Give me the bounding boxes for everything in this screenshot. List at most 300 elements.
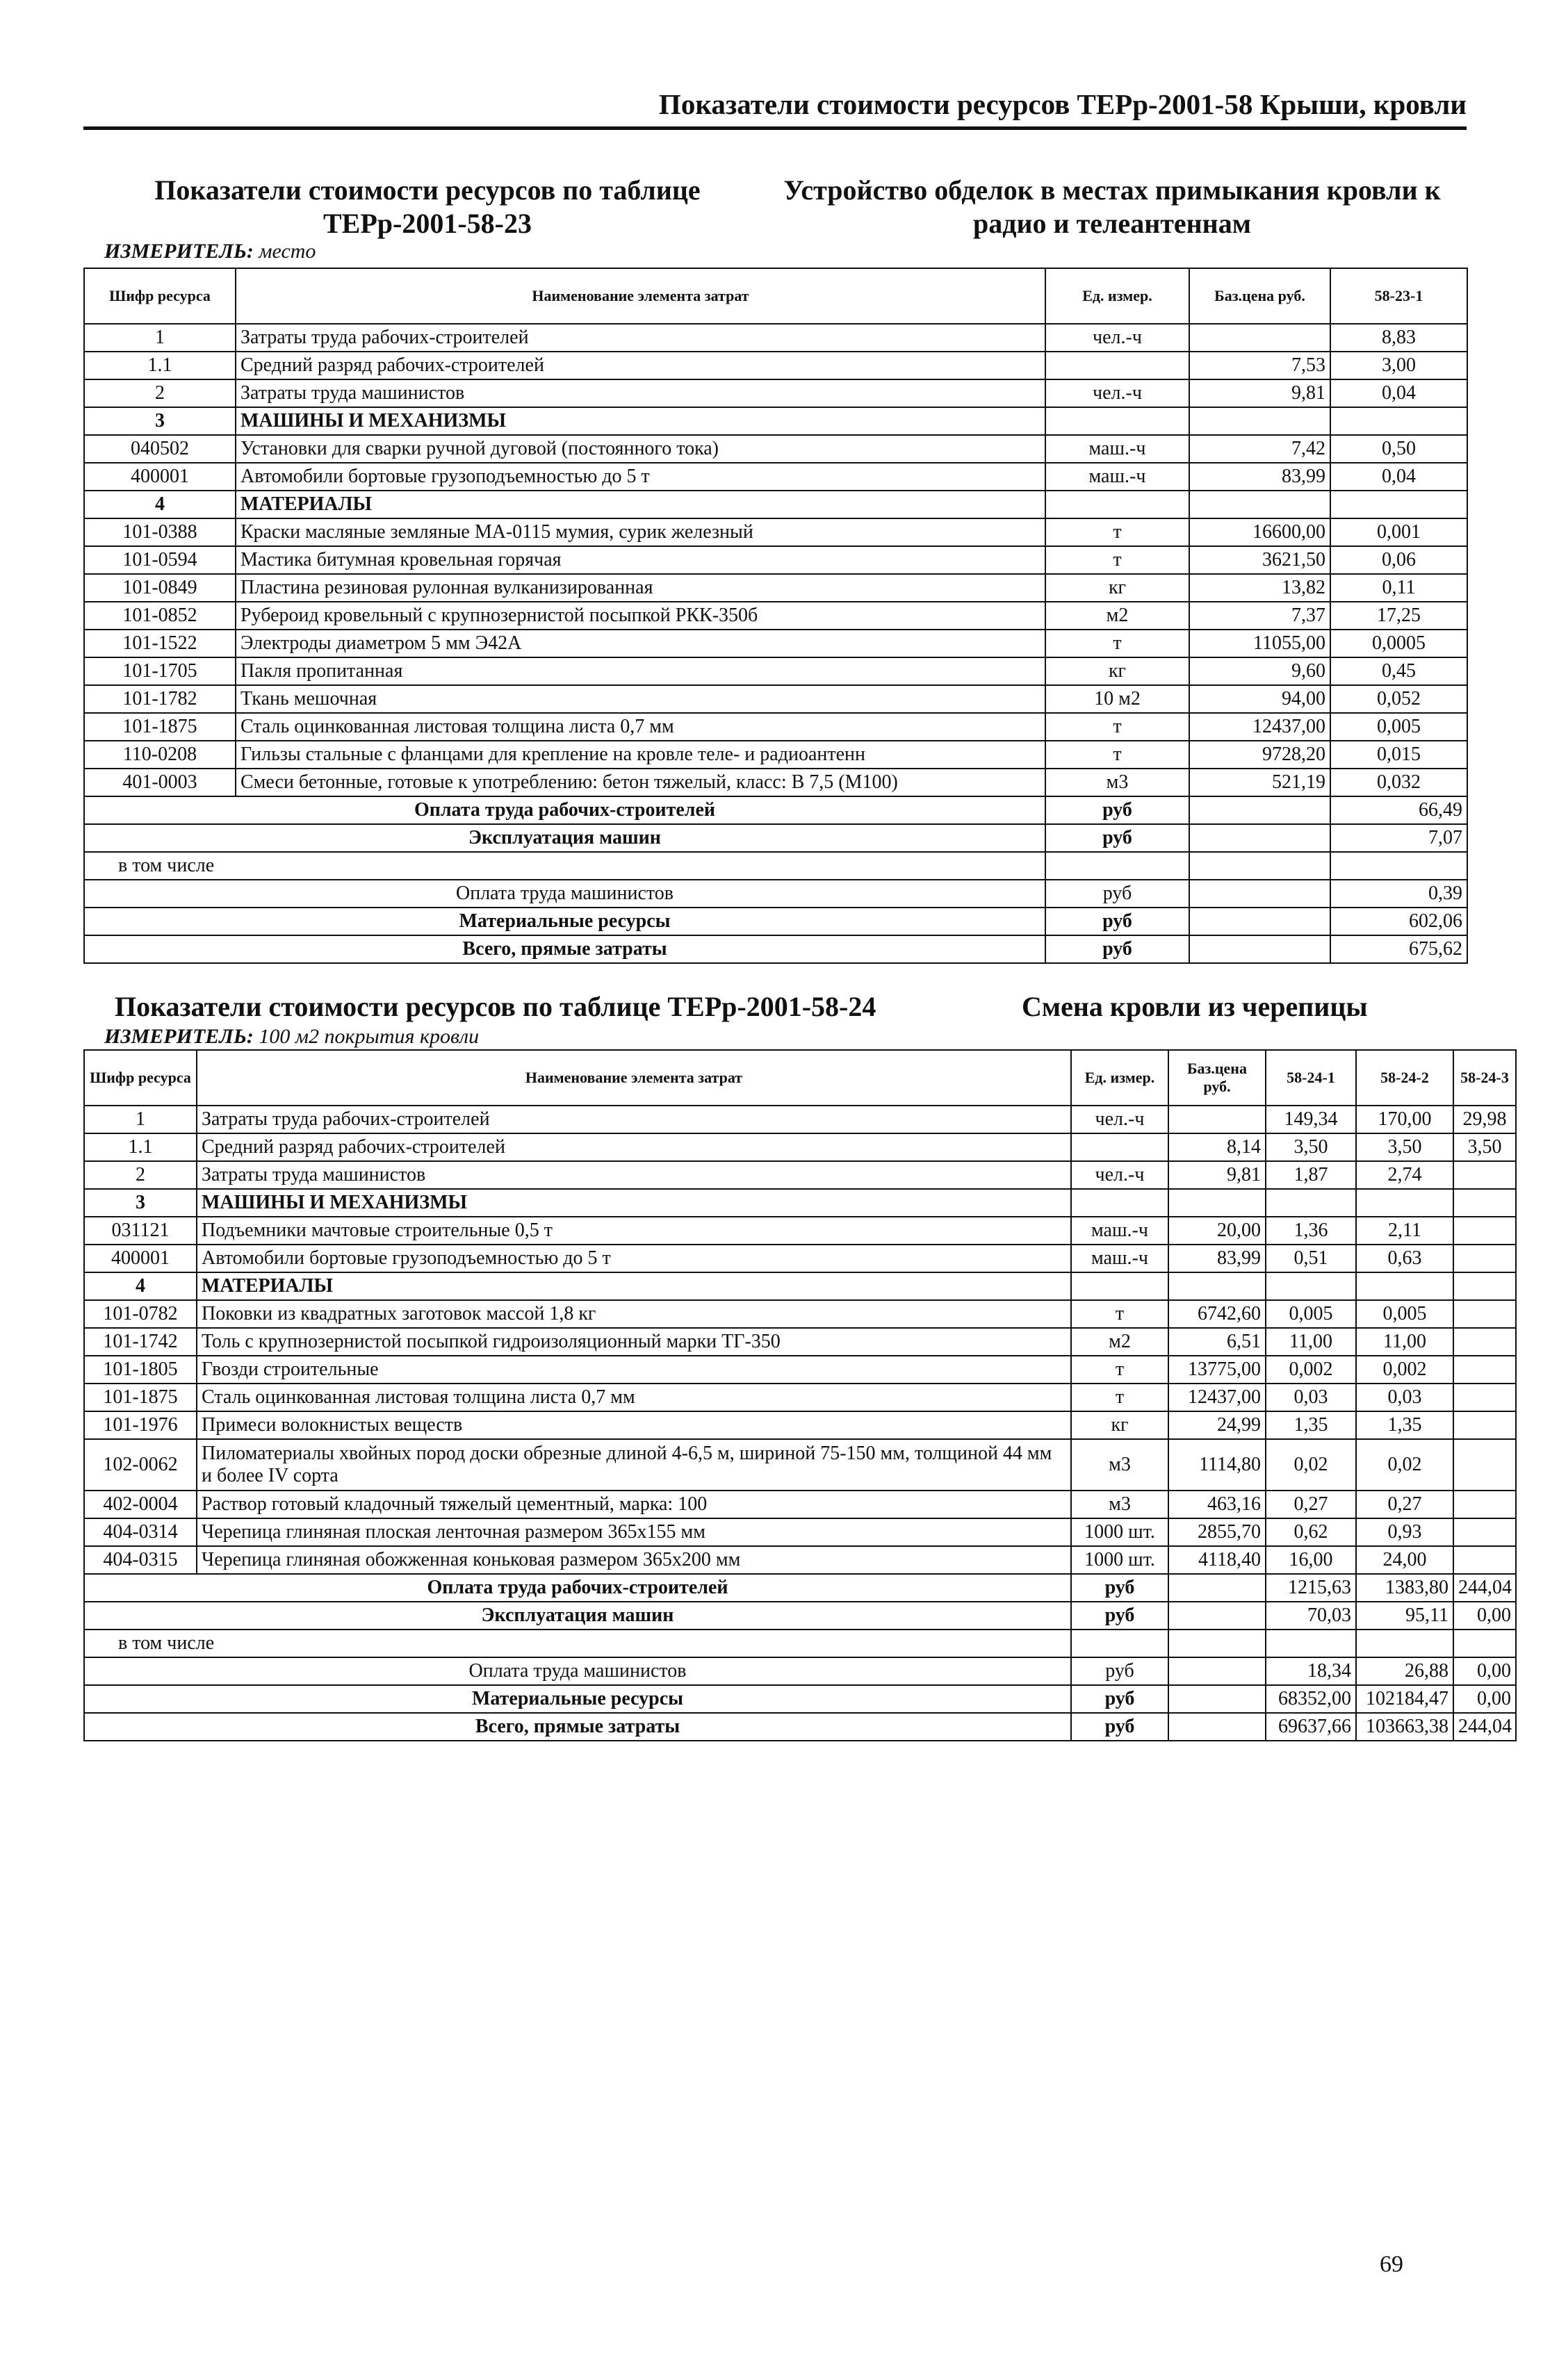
resource-code-cell: 101-1875 [84, 1384, 197, 1411]
base-price-cell: 9728,20 [1189, 741, 1330, 769]
col-header-name: Наименование элемента затрат [197, 1050, 1071, 1106]
table-row [84, 1384, 1516, 1411]
totals-price-cell [1189, 852, 1330, 880]
resource-name-cell: Средний разряд рабочих-строителей [236, 352, 1045, 379]
totals-row [84, 824, 1467, 852]
totals-value-cell: 26,88 [1356, 1657, 1453, 1685]
resource-code-cell: 101-1875 [84, 713, 236, 741]
section1-subtitle-line1: Устройство обделок в местах примыкания кровли к [783, 174, 1441, 206]
unit-cell: м3 [1045, 769, 1189, 796]
unit-cell: чел.-ч [1071, 1106, 1168, 1133]
resource-name-cell: МАШИНЫ И МЕХАНИЗМЫ [236, 407, 1045, 435]
norm-value-cell: 0,002 [1356, 1356, 1453, 1384]
norm-value-cell: 170,00 [1356, 1106, 1453, 1133]
unit-cell: м2 [1045, 602, 1189, 630]
table-row [84, 407, 1467, 435]
base-price-cell: 13775,00 [1168, 1356, 1266, 1384]
totals-unit-cell: руб [1071, 1713, 1168, 1741]
norm-value-cell: 11,00 [1356, 1328, 1453, 1356]
table-row [84, 741, 1467, 769]
resource-code-cell: 101-0594 [84, 546, 236, 574]
norm-value-cell: 0,032 [1330, 769, 1467, 796]
resource-code-cell: 402-0004 [84, 1491, 197, 1518]
totals-value-cell: 244,04 [1453, 1713, 1516, 1741]
table-row [84, 602, 1467, 630]
totals-label-cell: Оплата труда машинистов [84, 1657, 1071, 1685]
norm-value-cell: 0,27 [1266, 1491, 1356, 1518]
resource-code-cell: 1.1 [84, 352, 236, 379]
unit-cell [1045, 491, 1189, 518]
resource-name-cell: Автомобили бортовые грузоподъемностью до 5 т [236, 463, 1045, 491]
totals-value-cell [1266, 1630, 1356, 1657]
unit-cell: чел.-ч [1071, 1161, 1168, 1189]
totals-unit-cell: руб [1045, 908, 1189, 935]
resource-name-cell: Рубероид кровельный с крупнозернистой посыпкой РКК-350б [236, 602, 1045, 630]
norm-value-cell: 0,02 [1356, 1439, 1453, 1491]
unit-cell: м3 [1071, 1491, 1168, 1518]
unit-cell: т [1045, 630, 1189, 657]
table-row [84, 1546, 1516, 1574]
totals-value-cell: 102184,47 [1356, 1685, 1453, 1713]
norm-value-cell [1453, 1491, 1516, 1518]
resource-code-cell: 101-1976 [84, 1411, 197, 1439]
resource-name-cell: Гвозди строительные [197, 1356, 1071, 1384]
resource-code-cell: 1 [84, 324, 236, 352]
norm-value-cell [1453, 1356, 1516, 1384]
norm-value-cell: 11,00 [1266, 1328, 1356, 1356]
totals-value-cell [1453, 1630, 1516, 1657]
section1-title-line2: ТЕРр-2001-58-23 [323, 208, 532, 239]
resource-code-cell: 101-1805 [84, 1356, 197, 1384]
norm-value-cell [1453, 1300, 1516, 1328]
resource-name-cell: Примеси волокнистых веществ [197, 1411, 1071, 1439]
table-row [84, 769, 1467, 796]
totals-row [84, 880, 1467, 908]
norm-value-cell [1266, 1189, 1356, 1217]
totals-value-cell: 0,00 [1453, 1657, 1516, 1685]
norm-value-cell: 3,50 [1266, 1133, 1356, 1161]
norm-value-cell: 0,93 [1356, 1518, 1453, 1546]
resource-code-cell: 400001 [84, 463, 236, 491]
base-price-cell: 7,53 [1189, 352, 1330, 379]
table-row [84, 1189, 1516, 1217]
resource-code-cell: 404-0314 [84, 1518, 197, 1546]
resource-name-cell: Гильзы стальные с фланцами для крепление на кровле теле- и радиоантенн [236, 741, 1045, 769]
table-row [84, 713, 1467, 741]
resource-code-cell: 404-0315 [84, 1546, 197, 1574]
unit-cell: т [1071, 1384, 1168, 1411]
resource-name-cell: Пластина резиновая рулонная вулканизированная [236, 574, 1045, 602]
totals-row [84, 1630, 1516, 1657]
totals-row [84, 1602, 1516, 1630]
base-price-cell [1189, 491, 1330, 518]
norm-value-cell: 0,63 [1356, 1245, 1453, 1272]
totals-row [84, 1713, 1516, 1741]
base-price-cell: 12437,00 [1189, 713, 1330, 741]
totals-unit-cell: руб [1045, 796, 1189, 824]
unit-cell [1045, 407, 1189, 435]
col-header-name: Наименование элемента затрат [236, 268, 1045, 324]
resource-name-cell: Пиломатериалы хвойных пород доски обрезные длиной 4-6,5 м, шириной 75-150 мм, толщиной 44 мм и более IV сорта [197, 1439, 1071, 1491]
totals-value-cell: 675,62 [1330, 935, 1467, 963]
norm-value-cell: 0,62 [1266, 1518, 1356, 1546]
resource-name-cell: Черепица глиняная обожженная коньковая размером 365x200 мм [197, 1546, 1071, 1574]
totals-label-cell: Оплата труда рабочих-строителей [84, 796, 1045, 824]
totals-row [84, 1685, 1516, 1713]
resource-code-cell: 101-0388 [84, 518, 236, 546]
totals-price-cell [1189, 880, 1330, 908]
table-row [84, 685, 1467, 713]
base-price-cell: 7,42 [1189, 435, 1330, 463]
totals-label-cell: Эксплуатация машин [84, 1602, 1071, 1630]
table-row [84, 1217, 1516, 1245]
norm-value-cell: 0,03 [1356, 1384, 1453, 1411]
table-row [84, 491, 1467, 518]
page-number: 69 [1380, 2251, 1403, 2277]
col-header-58-24-2: 58-24-2 [1356, 1050, 1453, 1106]
totals-row [84, 852, 1467, 880]
base-price-cell: 7,37 [1189, 602, 1330, 630]
resource-code-cell: 101-1782 [84, 685, 236, 713]
unit-cell: чел.-ч [1045, 324, 1189, 352]
totals-label-cell: Всего, прямые затраты [84, 1713, 1071, 1741]
unit-cell: м3 [1071, 1439, 1168, 1491]
table-row [84, 518, 1467, 546]
resource-code-cell: 400001 [84, 1245, 197, 1272]
norm-value-cell [1356, 1272, 1453, 1300]
norm-value-cell: 0,0005 [1330, 630, 1467, 657]
norm-value-cell [1453, 1189, 1516, 1217]
section1-title-line1: Показатели стоимости ресурсов по таблице [154, 174, 701, 206]
norm-value-cell: 1,35 [1266, 1411, 1356, 1439]
unit-cell: 1000 шт. [1071, 1518, 1168, 1546]
norm-value-cell: 0,06 [1330, 546, 1467, 574]
totals-price-cell [1189, 935, 1330, 963]
resource-code-cell: 4 [84, 491, 236, 518]
resource-code-cell: 2 [84, 1161, 197, 1189]
section1-meter-value: место [259, 240, 316, 263]
table-row [84, 1133, 1516, 1161]
resource-name-cell: Затраты труда рабочих-строителей [197, 1106, 1071, 1133]
totals-value-cell: 602,06 [1330, 908, 1467, 935]
norm-value-cell: 3,50 [1356, 1133, 1453, 1161]
norm-value-cell [1453, 1328, 1516, 1356]
resource-code-cell: 110-0208 [84, 741, 236, 769]
totals-value-cell: 70,03 [1266, 1602, 1356, 1630]
norm-value-cell: 2,74 [1356, 1161, 1453, 1189]
base-price-cell: 12437,00 [1168, 1384, 1266, 1411]
resource-code-cell: 101-1522 [84, 630, 236, 657]
base-price-cell: 8,14 [1168, 1133, 1266, 1161]
base-price-cell [1189, 407, 1330, 435]
resource-code-cell: 4 [84, 1272, 197, 1300]
base-price-cell: 4118,40 [1168, 1546, 1266, 1574]
base-price-cell: 11055,00 [1189, 630, 1330, 657]
resource-name-cell: Раствор готовый кладочный тяжелый цементный, марка: 100 [197, 1491, 1071, 1518]
norm-value-cell: 3,00 [1330, 352, 1467, 379]
unit-cell [1071, 1272, 1168, 1300]
unit-cell [1045, 352, 1189, 379]
totals-value-cell: 1383,80 [1356, 1574, 1453, 1602]
norm-value-cell: 0,03 [1266, 1384, 1356, 1411]
totals-label-cell: Оплата труда рабочих-строителей [84, 1574, 1071, 1602]
table-row [84, 1491, 1516, 1518]
page-header [83, 90, 1467, 130]
totals-label-cell: в том числе [84, 852, 1045, 880]
totals-label-cell: Всего, прямые затраты [84, 935, 1045, 963]
resource-code-cell: 1.1 [84, 1133, 197, 1161]
norm-value-cell: 1,87 [1266, 1161, 1356, 1189]
totals-value-cell [1330, 852, 1467, 880]
resource-name-cell: Подъемники мачтовые строительные 0,5 т [197, 1217, 1071, 1245]
totals-value-cell: 0,00 [1453, 1685, 1516, 1713]
resource-name-cell: Пакля пропитанная [236, 657, 1045, 685]
resource-name-cell: Сталь оцинкованная листовая толщина листа 0,7 мм [197, 1384, 1071, 1411]
norm-value-cell: 2,11 [1356, 1217, 1453, 1245]
totals-label-cell: в том числе [84, 1630, 1071, 1657]
unit-cell [1071, 1189, 1168, 1217]
table-row [84, 657, 1467, 685]
section1-title [104, 174, 751, 240]
resource-code-cell: 040502 [84, 435, 236, 463]
totals-value-cell: 1215,63 [1266, 1574, 1356, 1602]
resource-table-58-23 [83, 268, 1468, 964]
base-price-cell: 24,99 [1168, 1411, 1266, 1439]
resource-name-cell: Затраты труда рабочих-строителей [236, 324, 1045, 352]
norm-value-cell [1453, 1245, 1516, 1272]
section2-title [115, 990, 876, 1024]
resource-name-cell: МАТЕРИАЛЫ [197, 1272, 1071, 1300]
base-price-cell: 2855,70 [1168, 1518, 1266, 1546]
col-header-price: Баз.цена руб. [1168, 1050, 1266, 1106]
norm-value-cell [1330, 407, 1467, 435]
totals-value-cell: 69637,66 [1266, 1713, 1356, 1741]
resource-name-cell: Смеси бетонные, готовые к употреблению: бетон тяжелый, класс: В 7,5 (М100) [236, 769, 1045, 796]
norm-value-cell [1453, 1518, 1516, 1546]
base-price-cell: 20,00 [1168, 1217, 1266, 1245]
base-price-cell: 1114,80 [1168, 1439, 1266, 1491]
totals-unit-cell: руб [1071, 1657, 1168, 1685]
resource-code-cell: 1 [84, 1106, 197, 1133]
section2-subtitle-line1: Смена кровли из черепицы [1022, 991, 1368, 1022]
totals-label-cell: Оплата труда машинистов [84, 880, 1045, 908]
norm-value-cell: 0,02 [1266, 1439, 1356, 1491]
norm-value-cell: 0,002 [1266, 1356, 1356, 1384]
unit-cell: т [1045, 713, 1189, 741]
unit-cell: маш.-ч [1071, 1245, 1168, 1272]
norm-value-cell: 149,34 [1266, 1106, 1356, 1133]
section1-meter-label: ИЗМЕРИТЕЛЬ: [104, 240, 254, 263]
resource-name-cell: Ткань мешочная [236, 685, 1045, 713]
base-price-cell: 83,99 [1168, 1245, 1266, 1272]
resource-name-cell: Электроды диаметром 5 мм Э42А [236, 630, 1045, 657]
norm-value-cell: 0,27 [1356, 1491, 1453, 1518]
table-row [84, 324, 1467, 352]
totals-value-cell: 103663,38 [1356, 1713, 1453, 1741]
base-price-cell: 9,81 [1189, 379, 1330, 407]
totals-unit-cell: руб [1045, 935, 1189, 963]
resource-name-cell: Толь с крупнозернистой посыпкой гидроизоляционный марки ТГ-350 [197, 1328, 1071, 1356]
totals-price-cell [1189, 796, 1330, 824]
totals-value-cell: 244,04 [1453, 1574, 1516, 1602]
resource-code-cell: 101-0782 [84, 1300, 197, 1328]
page-header-title: Показатели стоимости ресурсов ТЕРр-2001-58 Крыши, кровли [658, 88, 1467, 120]
section2-subtitle [1022, 990, 1368, 1024]
section2-meter-label: ИЗМЕРИТЕЛЬ: [104, 1025, 254, 1048]
norm-value-cell: 1,36 [1266, 1217, 1356, 1245]
unit-cell: кг [1071, 1411, 1168, 1439]
base-price-cell: 83,99 [1189, 463, 1330, 491]
norm-value-cell [1266, 1272, 1356, 1300]
table-row [84, 630, 1467, 657]
base-price-cell: 6,51 [1168, 1328, 1266, 1356]
table-row [84, 1518, 1516, 1546]
table-row [84, 1439, 1516, 1491]
resource-name-cell: Краски масляные земляные МА-0115 мумия, сурик железный [236, 518, 1045, 546]
table-row [84, 1272, 1516, 1300]
norm-value-cell [1453, 1217, 1516, 1245]
table-row [84, 1106, 1516, 1133]
base-price-cell: 13,82 [1189, 574, 1330, 602]
unit-cell [1071, 1133, 1168, 1161]
norm-value-cell: 0,005 [1356, 1300, 1453, 1328]
resource-name-cell: Сталь оцинкованная листовая толщина листа 0,7 мм [236, 713, 1045, 741]
col-header-price: Баз.цена руб. [1189, 268, 1330, 324]
unit-cell: маш.-ч [1071, 1217, 1168, 1245]
unit-cell: т [1071, 1300, 1168, 1328]
norm-value-cell: 0,04 [1330, 463, 1467, 491]
unit-cell: т [1071, 1356, 1168, 1384]
unit-cell: т [1045, 518, 1189, 546]
unit-cell: м2 [1071, 1328, 1168, 1356]
resource-name-cell: Автомобили бортовые грузоподъемностью до 5 т [197, 1245, 1071, 1272]
totals-row [84, 1657, 1516, 1685]
col-header-code: Шифр ресурса [84, 1050, 197, 1106]
base-price-cell: 94,00 [1189, 685, 1330, 713]
base-price-cell: 6742,60 [1168, 1300, 1266, 1328]
resource-name-cell: Установки для сварки ручной дуговой (постоянного тока) [236, 435, 1045, 463]
table-row [84, 1161, 1516, 1189]
base-price-cell [1168, 1106, 1266, 1133]
totals-value-cell: 66,49 [1330, 796, 1467, 824]
resource-code-cell: 101-1705 [84, 657, 236, 685]
totals-label-cell: Материальные ресурсы [84, 1685, 1071, 1713]
totals-unit-cell: руб [1071, 1685, 1168, 1713]
totals-price-cell [1168, 1713, 1266, 1741]
totals-value-cell: 95,11 [1356, 1602, 1453, 1630]
resource-code-cell: 3 [84, 1189, 197, 1217]
totals-value-cell: 7,07 [1330, 824, 1467, 852]
table-row [84, 1411, 1516, 1439]
base-price-cell: 16600,00 [1189, 518, 1330, 546]
totals-price-cell [1168, 1574, 1266, 1602]
base-price-cell: 9,81 [1168, 1161, 1266, 1189]
base-price-cell [1168, 1272, 1266, 1300]
norm-value-cell [1356, 1189, 1453, 1217]
totals-row [84, 935, 1467, 963]
totals-row [84, 796, 1467, 824]
section1-subtitle-line2: радио и телеантеннам [973, 208, 1251, 239]
col-header-58-24-1: 58-24-1 [1266, 1050, 1356, 1106]
totals-price-cell [1189, 908, 1330, 935]
resource-table-58-24 [83, 1049, 1517, 1741]
resource-code-cell: 101-0852 [84, 602, 236, 630]
norm-value-cell [1453, 1384, 1516, 1411]
norm-value-cell: 0,052 [1330, 685, 1467, 713]
norm-value-cell: 0,51 [1266, 1245, 1356, 1272]
resource-name-cell: МАШИНЫ И МЕХАНИЗМЫ [197, 1189, 1071, 1217]
norm-value-cell: 0,005 [1266, 1300, 1356, 1328]
table-row [84, 435, 1467, 463]
totals-price-cell [1168, 1685, 1266, 1713]
norm-value-cell: 17,25 [1330, 602, 1467, 630]
resource-code-cell: 101-0849 [84, 574, 236, 602]
totals-unit-cell: руб [1071, 1574, 1168, 1602]
resource-name-cell: Черепица глиняная плоская ленточная размером 365x155 мм [197, 1518, 1071, 1546]
col-header-unit: Ед. измер. [1045, 268, 1189, 324]
norm-value-cell: 0,005 [1330, 713, 1467, 741]
resource-name-cell: Затраты труда машинистов [197, 1161, 1071, 1189]
totals-unit-cell: руб [1045, 824, 1189, 852]
norm-value-cell: 0,45 [1330, 657, 1467, 685]
norm-value-cell [1453, 1411, 1516, 1439]
resource-name-cell: Средний разряд рабочих-строителей [197, 1133, 1071, 1161]
norm-value-cell: 0,001 [1330, 518, 1467, 546]
totals-row [84, 908, 1467, 935]
base-price-cell: 9,60 [1189, 657, 1330, 685]
section2-title-line1: Показатели стоимости ресурсов по таблице ТЕРр-2001-58-24 [115, 991, 876, 1022]
resource-code-cell: 031121 [84, 1217, 197, 1245]
table-row [84, 574, 1467, 602]
unit-cell: кг [1045, 657, 1189, 685]
unit-cell: 1000 шт. [1071, 1546, 1168, 1574]
table-row [84, 1328, 1516, 1356]
totals-price-cell [1168, 1630, 1266, 1657]
col-header-58-24-3: 58-24-3 [1453, 1050, 1516, 1106]
totals-value-cell: 0,39 [1330, 880, 1467, 908]
table-row [84, 379, 1467, 407]
unit-cell: маш.-ч [1045, 463, 1189, 491]
totals-value-cell [1356, 1630, 1453, 1657]
table-row [84, 463, 1467, 491]
totals-unit-cell: руб [1045, 880, 1189, 908]
base-price-cell: 463,16 [1168, 1491, 1266, 1518]
norm-value-cell [1453, 1439, 1516, 1491]
table-row [84, 1356, 1516, 1384]
base-price-cell [1189, 324, 1330, 352]
col-header-58-23-1: 58-23-1 [1330, 268, 1467, 324]
totals-price-cell [1168, 1602, 1266, 1630]
norm-value-cell: 3,50 [1453, 1133, 1516, 1161]
norm-value-cell: 0,015 [1330, 741, 1467, 769]
norm-value-cell: 1,35 [1356, 1411, 1453, 1439]
section1-subtitle [751, 174, 1474, 240]
norm-value-cell [1453, 1161, 1516, 1189]
section1-meter [104, 240, 316, 263]
totals-price-cell [1189, 824, 1330, 852]
resource-name-cell: Мастика битумная кровельная горячая [236, 546, 1045, 574]
resource-name-cell: Поковки из квадратных заготовок массой 1,8 кг [197, 1300, 1071, 1328]
base-price-cell: 3621,50 [1189, 546, 1330, 574]
section2-meter-value: 100 м2 покрытия кровли [259, 1025, 480, 1048]
totals-row [84, 1574, 1516, 1602]
norm-value-cell: 0,11 [1330, 574, 1467, 602]
norm-value-cell: 16,00 [1266, 1546, 1356, 1574]
unit-cell: т [1045, 741, 1189, 769]
resource-name-cell: МАТЕРИАЛЫ [236, 491, 1045, 518]
totals-price-cell [1168, 1657, 1266, 1685]
unit-cell: чел.-ч [1045, 379, 1189, 407]
